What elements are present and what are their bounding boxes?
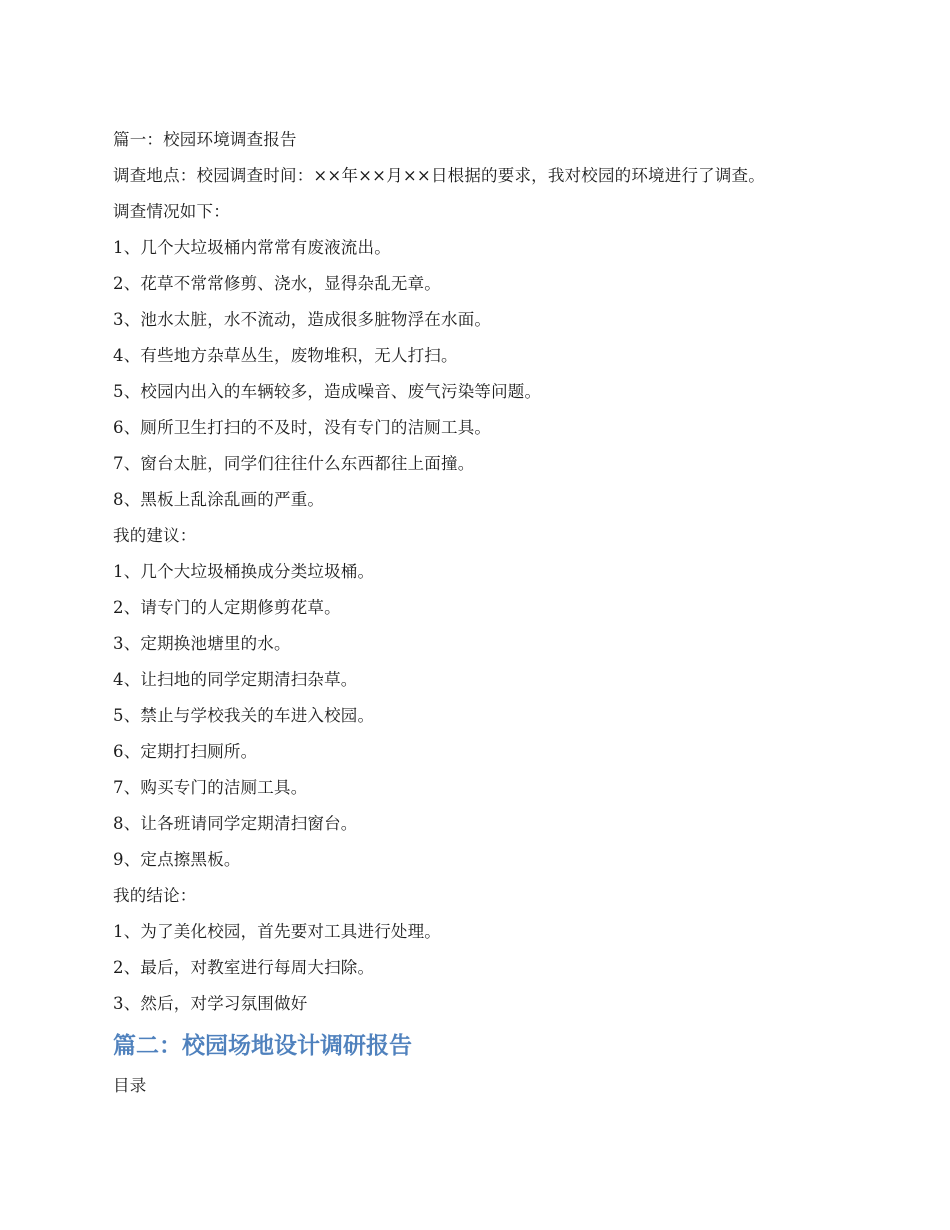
section2-heading: 篇二：校园场地设计调研报告 bbox=[113, 1033, 412, 1059]
toc-label: 目录 bbox=[113, 1076, 147, 1095]
suggestions-label: 我的建议： bbox=[113, 526, 197, 545]
section1-title: 篇一：校园环境调查报告 bbox=[113, 130, 297, 149]
conclusion-item: 2、最后，对教室进行每周大扫除。 bbox=[113, 958, 375, 977]
suggestion-item: 5、禁止与学校我关的车进入校园。 bbox=[113, 706, 375, 725]
suggestion-item: 4、让扫地的同学定期清扫杂草。 bbox=[113, 670, 358, 689]
intro-paragraph: 调查地点：校园调查时间：××年××月××日根据的要求，我对校园的环境进行了调查。 bbox=[113, 166, 765, 185]
document-page bbox=[113, 122, 893, 1104]
suggestion-item: 1、几个大垃圾桶换成分类垃圾桶。 bbox=[113, 562, 375, 581]
finding-item: 3、池水太脏，水不流动，造成很多脏物浮在水面。 bbox=[113, 310, 492, 329]
conclusion-item: 1、为了美化校园，首先要对工具进行处理。 bbox=[113, 922, 441, 941]
findings-label: 调查情况如下： bbox=[113, 202, 230, 221]
conclusion-item: 3、然后，对学习氛围做好 bbox=[113, 994, 308, 1013]
suggestion-item: 7、购买专门的洁厕工具。 bbox=[113, 778, 308, 797]
finding-item: 2、花草不常常修剪、浇水，显得杂乱无章。 bbox=[113, 274, 441, 293]
suggestion-item: 3、定期换池塘里的水。 bbox=[113, 634, 291, 653]
suggestion-item: 6、定期打扫厕所。 bbox=[113, 742, 258, 761]
suggestion-item: 8、让各班请同学定期清扫窗台。 bbox=[113, 814, 358, 833]
finding-item: 1、几个大垃圾桶内常常有废液流出。 bbox=[113, 238, 391, 257]
finding-item: 8、黑板上乱涂乱画的严重。 bbox=[113, 490, 325, 509]
finding-item: 6、厕所卫生打扫的不及时，没有专门的洁厕工具。 bbox=[113, 418, 492, 437]
suggestion-item: 2、请专门的人定期修剪花草。 bbox=[113, 598, 341, 617]
finding-item: 7、窗台太脏，同学们往往什么东西都往上面撞。 bbox=[113, 454, 475, 473]
conclusions-label: 我的结论： bbox=[113, 886, 197, 905]
finding-item: 5、校园内出入的车辆较多，造成噪音、废气污染等问题。 bbox=[113, 382, 542, 401]
suggestion-item: 9、定点擦黑板。 bbox=[113, 850, 241, 869]
finding-item: 4、有些地方杂草丛生，废物堆积，无人打扫。 bbox=[113, 346, 458, 365]
